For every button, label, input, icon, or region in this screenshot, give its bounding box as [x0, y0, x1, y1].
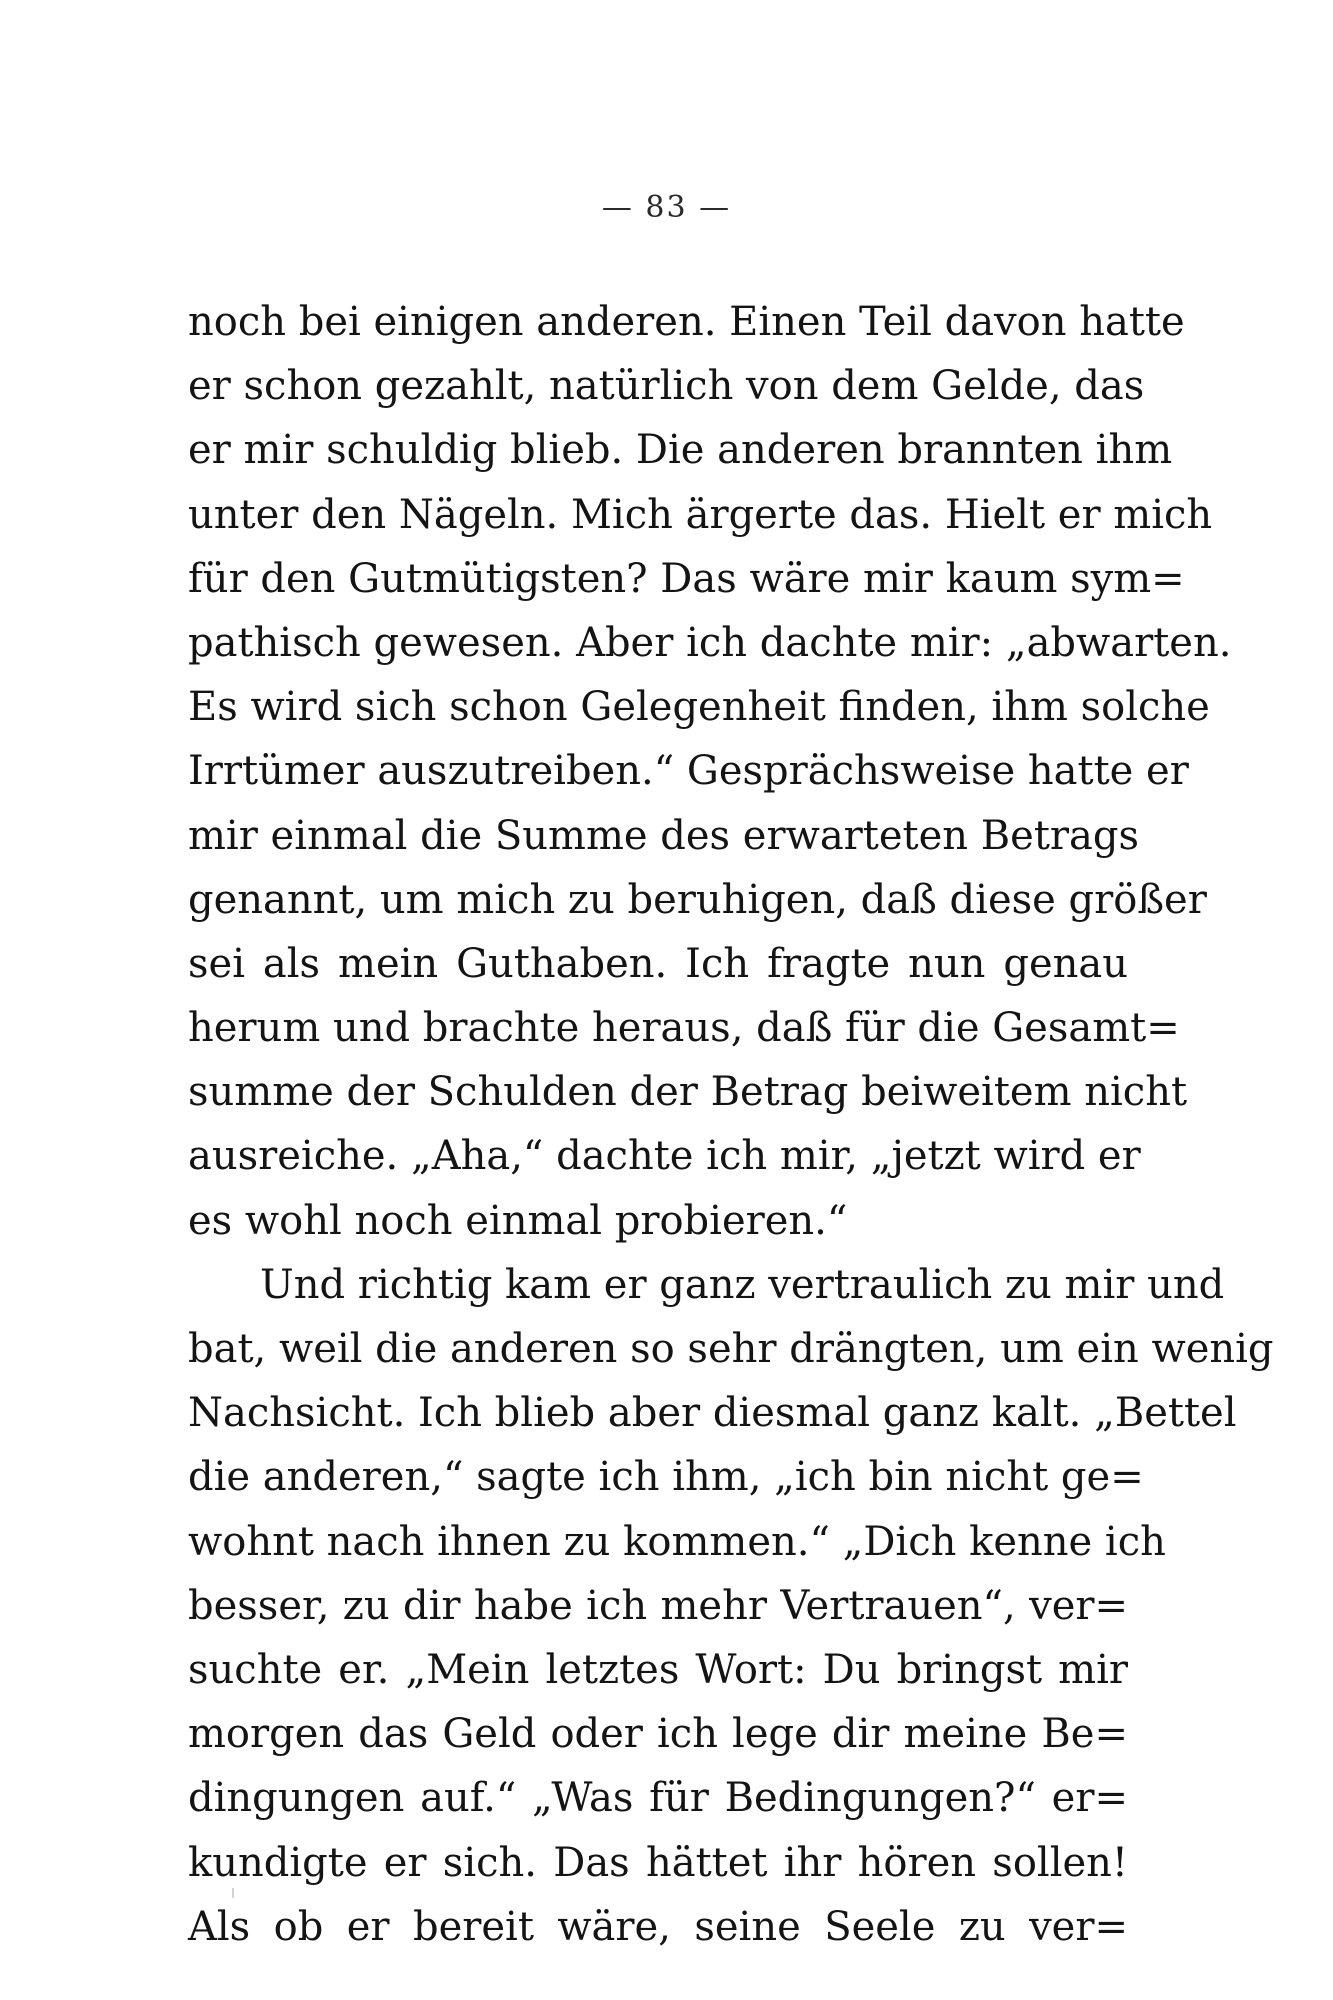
text-line: bat, weil die anderen so sehr drängten, um ein wenig [188, 1326, 1274, 1372]
text-line: er schon gezahlt, natürlich von dem Gelde, das [188, 363, 1145, 410]
text-line: dingungen auf.“ „Was für Bedingungen?“ er= [188, 1775, 1128, 1822]
text-line: Irrtümer auszutreiben.“ Gesprächsweise hatte er [188, 748, 1189, 795]
text-line: noch bei einigen anderen. Einen Teil davon hatte [188, 299, 1185, 345]
text-line: ausreiche. „Aha,“ dachte ich mir, „jetzt wird er [188, 1133, 1141, 1180]
text-line: pathisch gewesen. Aber ich dachte mir: „abwarten. [188, 619, 1232, 666]
text-line: unter den Nägeln. Mich ärgerte das. Hielt er mich [188, 491, 1213, 538]
text-line: sei als mein Guthaben. Ich fragte nun genau [188, 940, 1128, 987]
text-line: morgen das Geld oder ich lege dir meine Be= [188, 1711, 1128, 1758]
body-text [188, 290, 1274, 1959]
text-line: besser, zu dir habe ich mehr Vertrauen“, ver= [188, 1582, 1128, 1629]
text-line: für den Gutmütigsten? Das wäre mir kaum sym= [188, 555, 1185, 602]
text-line: mir einmal die Summe des erwarteten Betrags [188, 812, 1139, 859]
text-line: wohnt nach ihnen zu kommen.“ „Dich kenne ich [188, 1518, 1166, 1565]
text-line: kundigte er sich. Das hättet ihr hören sollen! [188, 1839, 1128, 1886]
paragraph-end-line: es wohl noch einmal probieren.“ [188, 1197, 848, 1244]
text-line: summe der Schulden der Betrag beiweitem nicht [188, 1069, 1188, 1116]
paragraph-start-line: Und richtig kam er ganz vertraulich zu mir und [260, 1261, 1225, 1308]
page-number: — 83 — [601, 190, 732, 225]
text-line: Als ob er bereit wäre, seine Seele zu ver= [188, 1903, 1128, 1950]
text-line: suchte er. „Mein letztes Wort: Du bringst mir [188, 1646, 1128, 1693]
text-line: Es wird sich schon Gelegenheit finden, ihm solche [188, 684, 1210, 731]
scan-speck [232, 1888, 234, 1898]
text-line: genannt, um mich zu beruhigen, daß diese größer [188, 876, 1207, 923]
text-line: herum und brachte heraus, daß für die Gesamt= [188, 1005, 1180, 1052]
text-line: die anderen,“ sagte ich ihm, „ich bin nicht ge= [188, 1454, 1144, 1501]
text-line: Nachsicht. Ich blieb aber diesmal ganz kalt. „Bettel [188, 1390, 1237, 1437]
text-line: er mir schuldig blieb. Die anderen brannten ihm [188, 427, 1173, 474]
